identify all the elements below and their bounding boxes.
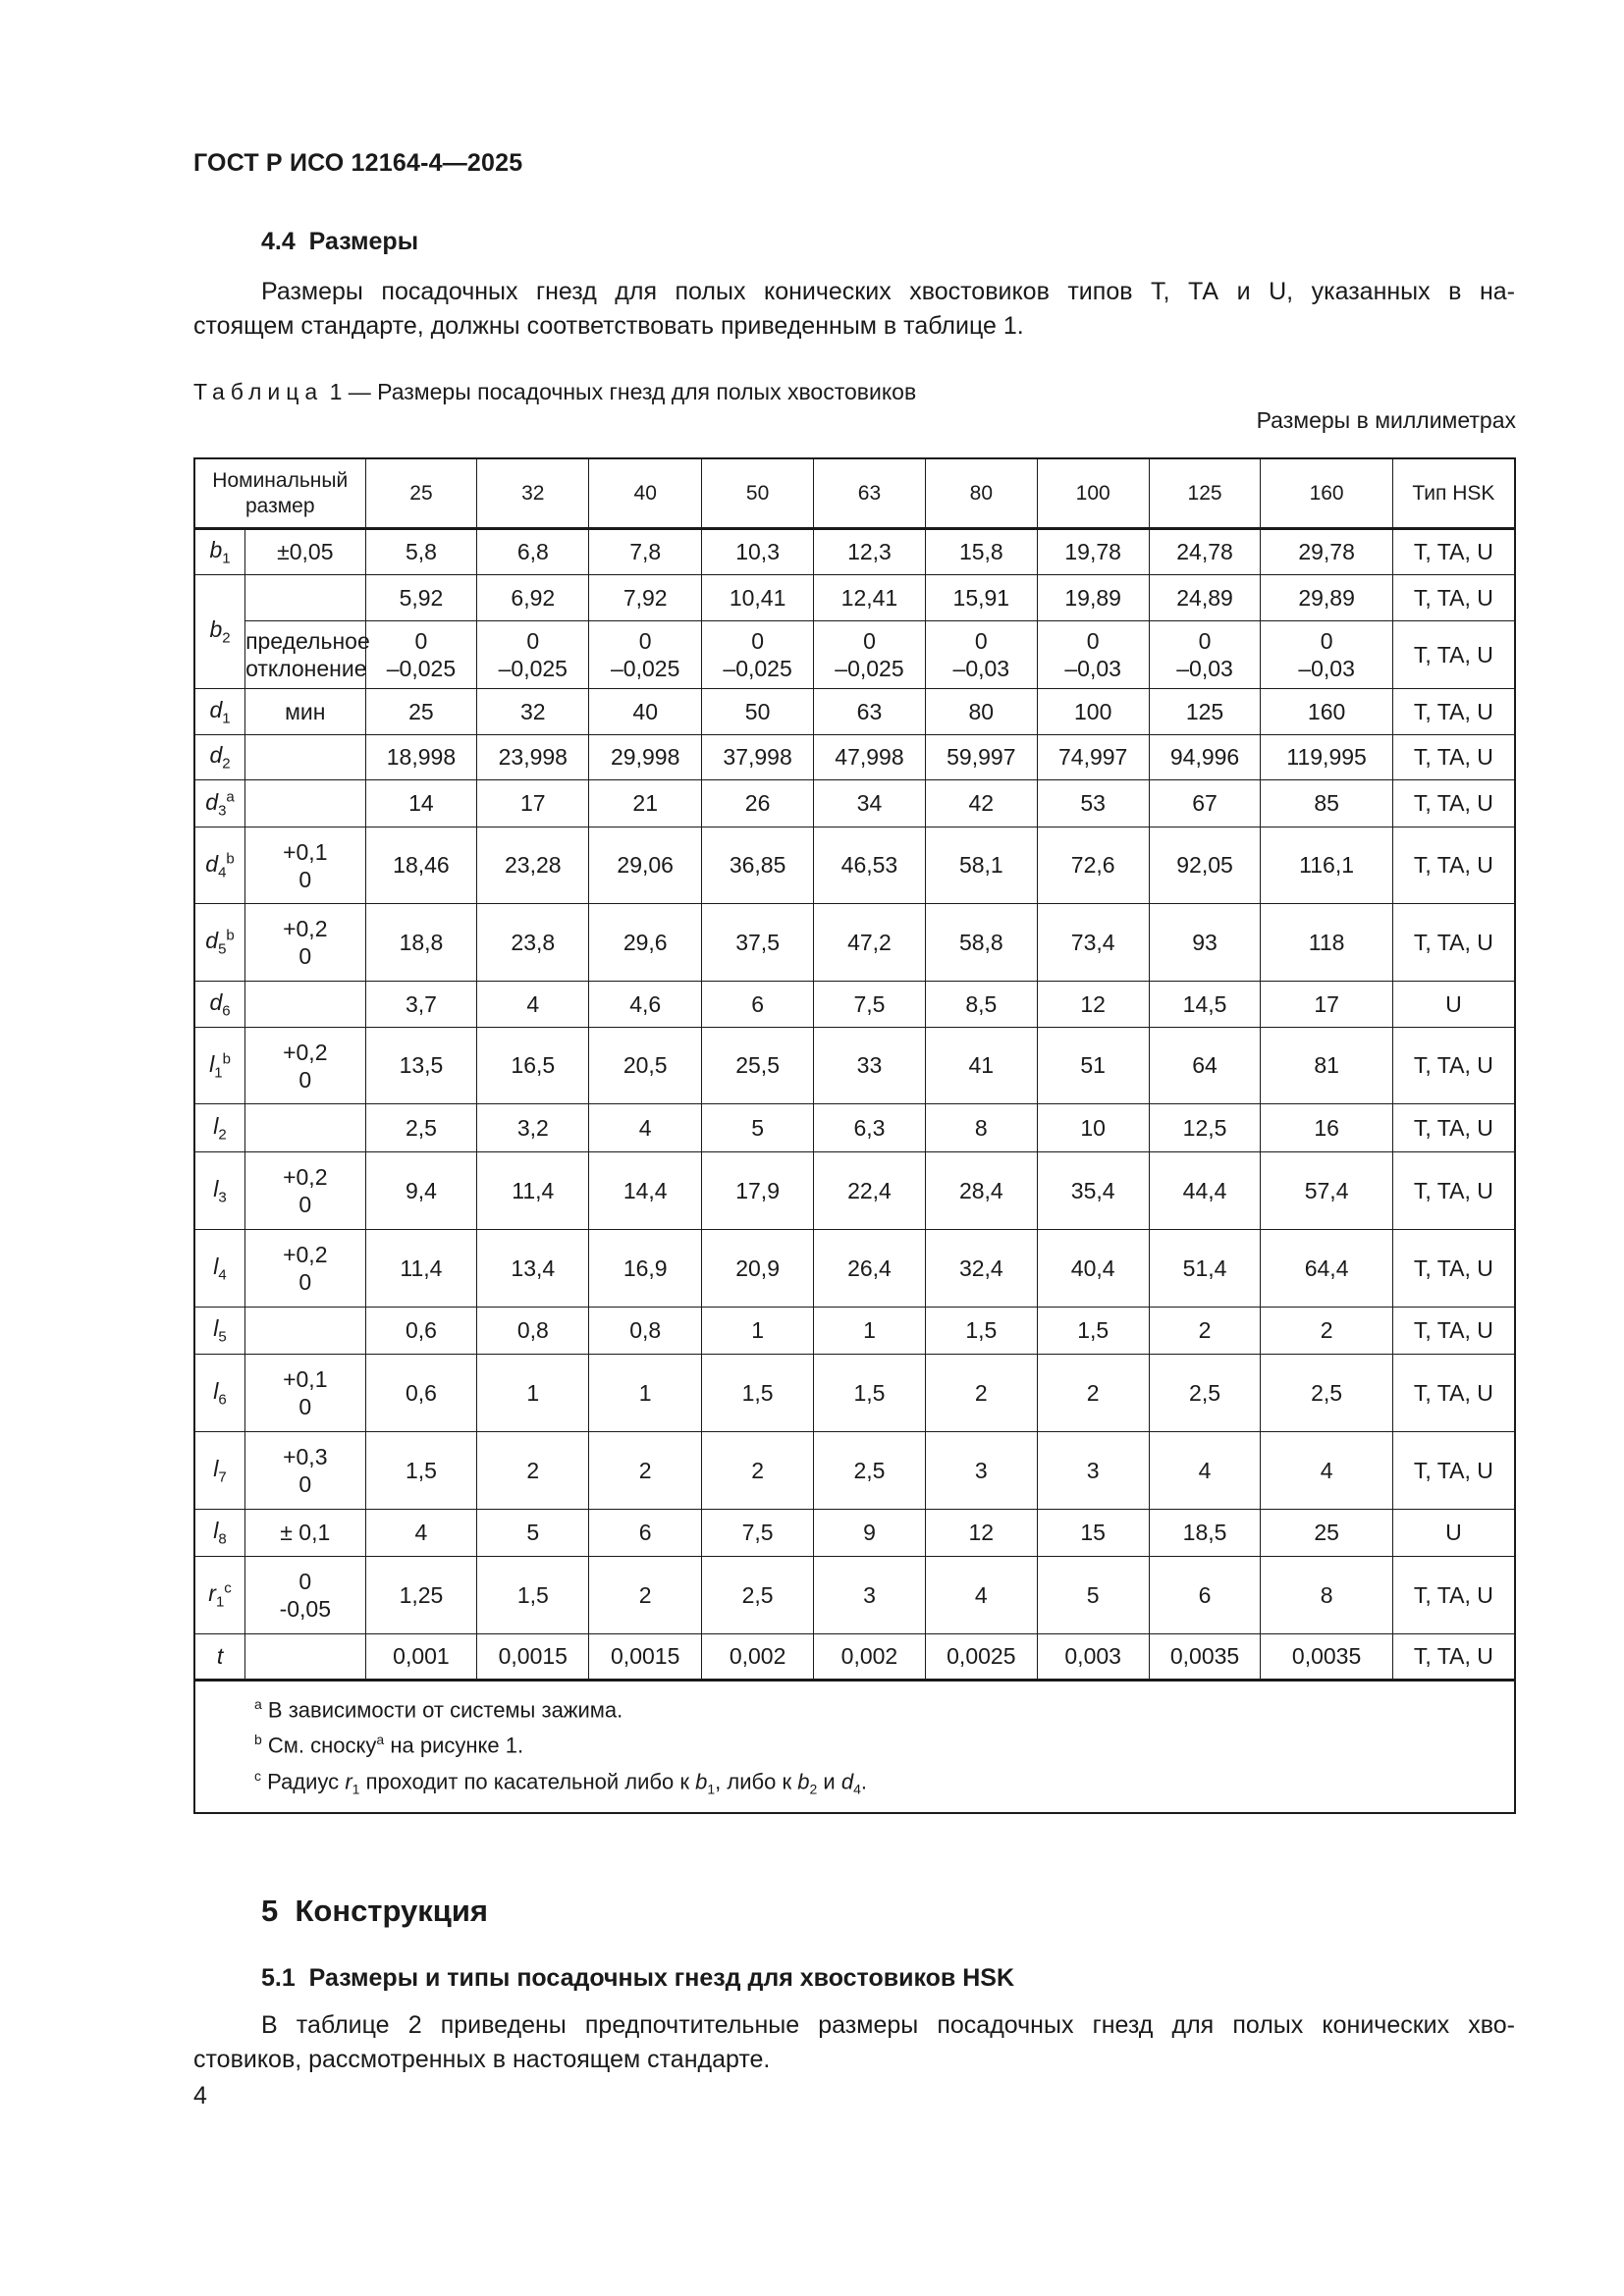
deviation-cell: 0 –0,03 (1037, 621, 1149, 689)
symbol-l7: $l_7$ (194, 1432, 245, 1510)
table-cell: 18,998 (365, 735, 477, 780)
symbol-l8: $l_8$ (194, 1510, 245, 1557)
table-cell: 4 (1149, 1432, 1261, 1510)
table-cell: 0,8 (589, 1308, 702, 1355)
table-cell: 12,5 (1149, 1104, 1261, 1152)
section-title: Размеры (308, 228, 419, 255)
table-cell: 12 (925, 1510, 1037, 1557)
table-cell: 25 (1261, 1510, 1392, 1557)
table-cell: 125 (1149, 689, 1261, 735)
dimensions-table (193, 457, 1516, 1814)
table-row (194, 735, 1515, 780)
deviation-cell: 0 –0,03 (1149, 621, 1261, 689)
table-cell: 19,78 (1037, 529, 1149, 575)
header-size: 80 (925, 458, 1037, 529)
table-cell: 11,4 (477, 1152, 589, 1230)
table-cell: 4 (589, 1104, 702, 1152)
table-cell: 24,89 (1149, 575, 1261, 621)
table-row (194, 529, 1515, 575)
table-cell: 16,5 (477, 1028, 589, 1104)
table-row (194, 780, 1515, 828)
table-cell: 59,997 (925, 735, 1037, 780)
table-cell: 0,6 (365, 1308, 477, 1355)
table-cell: 0,0035 (1261, 1634, 1392, 1681)
section-4-4-heading (261, 228, 418, 256)
table-cell: 29,78 (1261, 529, 1392, 575)
table-cell: 81 (1261, 1028, 1392, 1104)
table-cell: 160 (1261, 689, 1392, 735)
table-header-row (194, 458, 1515, 529)
table-cell: 25 (365, 689, 477, 735)
table-cell: 10 (1037, 1104, 1149, 1152)
tolerance-cell: ±0,05 (245, 529, 365, 575)
table-cell: 3 (814, 1557, 926, 1634)
table-cell: 6,92 (477, 575, 589, 621)
table-cell: 57,4 (1261, 1152, 1392, 1230)
header-size: 32 (477, 458, 589, 529)
header-type: Тип HSK (1392, 458, 1515, 529)
table-cell: 14,5 (1149, 982, 1261, 1028)
table-cell: 64 (1149, 1028, 1261, 1104)
table-cell: 6 (1149, 1557, 1261, 1634)
table-cell: 2 (589, 1432, 702, 1510)
table-cell: 8 (925, 1104, 1037, 1152)
table-row (194, 1355, 1515, 1432)
footnote-c: $^c$ Радиус $r_1$ проходит по касательной либо к $b_1$, либо к $b_2$ и $d_4$. (254, 1767, 867, 1797)
symbol-d2: $d_2$ (194, 735, 245, 780)
symbol-d3: $d_3^a$ (194, 780, 245, 828)
table-row (194, 621, 1515, 689)
table-cell: 4,6 (589, 982, 702, 1028)
paragraph-line: стовиков, рассмотренных в настоящем стандарте. (193, 2046, 771, 2073)
type-cell: T, TA, U (1392, 904, 1515, 982)
table-cell: 2 (1037, 1355, 1149, 1432)
table-cell: 29,06 (589, 828, 702, 904)
table-cell: 35,4 (1037, 1152, 1149, 1230)
symbol-b1: $b_1$ (194, 529, 245, 575)
table-cell: 16,9 (589, 1230, 702, 1308)
header-size: 25 (365, 458, 477, 529)
table-cell: 7,5 (702, 1510, 814, 1557)
table-cell: 18,8 (365, 904, 477, 982)
table-cell: 5 (477, 1510, 589, 1557)
table-caption (193, 379, 916, 405)
table-row (194, 1432, 1515, 1510)
table-cell: 50 (702, 689, 814, 735)
table-cell: 7,8 (589, 529, 702, 575)
table-row (194, 904, 1515, 982)
table-cell: 0,0035 (1149, 1634, 1261, 1681)
header-size: 100 (1037, 458, 1149, 529)
table-cell: 47,998 (814, 735, 926, 780)
table-cell: 26,4 (814, 1230, 926, 1308)
table-cell: 11,4 (365, 1230, 477, 1308)
type-cell: T, TA, U (1392, 1308, 1515, 1355)
table-cell: 53 (1037, 780, 1149, 828)
paragraph-5-1 (193, 2008, 1515, 2077)
symbol-l2: $l_2$ (194, 1104, 245, 1152)
symbol-l4: $l_4$ (194, 1230, 245, 1308)
deviation-cell: 0 –0,025 (589, 621, 702, 689)
table-cell: 7,92 (589, 575, 702, 621)
table-row (194, 1152, 1515, 1230)
deviation-label: предельное отклонение (245, 621, 365, 689)
table-cell: 17,9 (702, 1152, 814, 1230)
section-number: 4.4 (261, 228, 296, 255)
deviation-cell: 0 –0,03 (925, 621, 1037, 689)
type-cell: T, TA, U (1392, 1355, 1515, 1432)
section-title: Размеры и типы посадочных гнезд для хвостовиков HSK (308, 1964, 1015, 1992)
symbol-l5: $l_5$ (194, 1308, 245, 1355)
table-cell: 17 (1261, 982, 1392, 1028)
table-cell: 4 (1261, 1432, 1392, 1510)
table-cell: 6 (702, 982, 814, 1028)
table-cell: 2 (1261, 1308, 1392, 1355)
table-cell: 10,41 (702, 575, 814, 621)
table-notes-row (194, 1681, 1515, 1814)
table-cell: 17 (477, 780, 589, 828)
table-cell: 29,998 (589, 735, 702, 780)
table-cell: 12 (1037, 982, 1149, 1028)
tolerance-cell (245, 735, 365, 780)
table-cell: 14,4 (589, 1152, 702, 1230)
table-cell: 74,997 (1037, 735, 1149, 780)
table-cell: 58,1 (925, 828, 1037, 904)
table-cell: 25,5 (702, 1028, 814, 1104)
header-size: 63 (814, 458, 926, 529)
tolerance-cell: +0,2 0 (245, 1230, 365, 1308)
table-cell: 7,5 (814, 982, 926, 1028)
page-number: 4 (193, 2082, 207, 2109)
table-cell: 2,5 (1261, 1355, 1392, 1432)
table-cell: 18,5 (1149, 1510, 1261, 1557)
deviation-cell: 0 –0,025 (365, 621, 477, 689)
table-cell: 29,89 (1261, 575, 1392, 621)
symbol-d6: $d_6$ (194, 982, 245, 1028)
type-cell: U (1392, 1510, 1515, 1557)
table-row (194, 1230, 1515, 1308)
symbol-d1: $d_1$ (194, 689, 245, 735)
table-cell: 33 (814, 1028, 926, 1104)
table-row (194, 689, 1515, 735)
table-cell: 5,8 (365, 529, 477, 575)
type-cell: T, TA, U (1392, 780, 1515, 828)
table-cell: 5,92 (365, 575, 477, 621)
document-header: ГОСТ Р ИСО 12164-4—2025 (193, 149, 523, 177)
table-cell: 63 (814, 689, 926, 735)
table-cell: 2,5 (1149, 1355, 1261, 1432)
table-row (194, 1557, 1515, 1634)
table-cell: 32 (477, 689, 589, 735)
table-cell: 29,6 (589, 904, 702, 982)
table-cell: 1 (589, 1355, 702, 1432)
table-cell: 5 (702, 1104, 814, 1152)
type-cell: T, TA, U (1392, 1230, 1515, 1308)
section-number: 5 (261, 1894, 279, 1928)
section-5-heading (261, 1894, 488, 1929)
table-cell: 46,53 (814, 828, 926, 904)
deviation-cell: 0 –0,025 (814, 621, 926, 689)
table-cell: 0,6 (365, 1355, 477, 1432)
symbol-d4: $d_4^b$ (194, 828, 245, 904)
table-cell: 15,8 (925, 529, 1037, 575)
table-cell: 80 (925, 689, 1037, 735)
footnote-b: $^b$ См. сноску$^a$ на рисунке 1. (254, 1732, 524, 1758)
table-cell: 85 (1261, 780, 1392, 828)
table-cell: 9,4 (365, 1152, 477, 1230)
tolerance-cell: ± 0,1 (245, 1510, 365, 1557)
table-cell: 51 (1037, 1028, 1149, 1104)
table-notes (194, 1681, 1515, 1814)
deviation-cell: 0 –0,025 (702, 621, 814, 689)
table-cell: 21 (589, 780, 702, 828)
table-cell: 42 (925, 780, 1037, 828)
table-cell: 22,4 (814, 1152, 926, 1230)
type-cell: T, TA, U (1392, 575, 1515, 621)
table-cell: 40,4 (1037, 1230, 1149, 1308)
table-cell: 1,5 (1037, 1308, 1149, 1355)
table-row (194, 1634, 1515, 1681)
table-cell: 6,8 (477, 529, 589, 575)
table-cell: 64,4 (1261, 1230, 1392, 1308)
table-caption-label: Таблица (193, 379, 324, 404)
table-cell: 1 (702, 1308, 814, 1355)
section-title: Конструкция (295, 1894, 488, 1928)
type-cell: T, TA, U (1392, 1557, 1515, 1634)
type-cell: T, TA, U (1392, 1028, 1515, 1104)
table-units: Размеры в миллиметрах (1256, 407, 1516, 433)
table-row (194, 982, 1515, 1028)
table-cell: 20,9 (702, 1230, 814, 1308)
table-cell: 41 (925, 1028, 1037, 1104)
table-cell: 116,1 (1261, 828, 1392, 904)
table-cell: 2,5 (702, 1557, 814, 1634)
table-cell: 2,5 (814, 1432, 926, 1510)
table-cell: 2 (477, 1432, 589, 1510)
type-cell: T, TA, U (1392, 828, 1515, 904)
table-cell: 26 (702, 780, 814, 828)
table-cell: 12,3 (814, 529, 926, 575)
table-cell: 1,5 (365, 1432, 477, 1510)
table-cell: 37,5 (702, 904, 814, 982)
tolerance-cell (245, 982, 365, 1028)
type-cell: T, TA, U (1392, 689, 1515, 735)
table-cell: 15,91 (925, 575, 1037, 621)
table-cell: 10,3 (702, 529, 814, 575)
table-cell: 4 (477, 982, 589, 1028)
table-cell: 1,25 (365, 1557, 477, 1634)
table-row (194, 575, 1515, 621)
table-cell: 3,2 (477, 1104, 589, 1152)
symbol-l3: $l_3$ (194, 1152, 245, 1230)
table-cell: 12,41 (814, 575, 926, 621)
table-cell: 0,0025 (925, 1634, 1037, 1681)
table-cell: 4 (365, 1510, 477, 1557)
header-nominal-size: Номинальный размер (194, 458, 365, 529)
table-cell: 72,6 (1037, 828, 1149, 904)
table-cell: 92,05 (1149, 828, 1261, 904)
table-row (194, 1510, 1515, 1557)
header-size: 160 (1261, 458, 1392, 529)
tolerance-cell: +0,3 0 (245, 1432, 365, 1510)
table-cell: 20,5 (589, 1028, 702, 1104)
type-cell: T, TA, U (1392, 1634, 1515, 1681)
table-row (194, 1104, 1515, 1152)
tolerance-cell: +0,2 0 (245, 1152, 365, 1230)
tolerance-cell: +0,2 0 (245, 1028, 365, 1104)
section-number: 5.1 (261, 1964, 296, 1992)
table-cell: 24,78 (1149, 529, 1261, 575)
paragraph-line: Размеры посадочных гнезд для полых конических хвостовиков типов Т, ТА и U, указанных в на- (261, 278, 1515, 305)
table-cell: 73,4 (1037, 904, 1149, 982)
tolerance-cell (245, 575, 365, 621)
table-cell: 18,46 (365, 828, 477, 904)
table-cell: 14 (365, 780, 477, 828)
tolerance-cell (245, 780, 365, 828)
symbol-l1: $l_1^b$ (194, 1028, 245, 1104)
table-cell: 19,89 (1037, 575, 1149, 621)
table-cell: 0,002 (814, 1634, 926, 1681)
deviation-cell: 0 –0,03 (1261, 621, 1392, 689)
table-cell: 3 (925, 1432, 1037, 1510)
tolerance-cell: +0,2 0 (245, 904, 365, 982)
table-cell: 4 (925, 1557, 1037, 1634)
tolerance-cell: мин (245, 689, 365, 735)
table-row (194, 1308, 1515, 1355)
table-cell: 37,998 (702, 735, 814, 780)
table-cell: 0,0015 (477, 1634, 589, 1681)
table-cell: 44,4 (1149, 1152, 1261, 1230)
table-cell: 13,4 (477, 1230, 589, 1308)
table-cell: 58,8 (925, 904, 1037, 982)
section-5-1-heading (261, 1964, 1014, 1993)
table-cell: 8,5 (925, 982, 1037, 1028)
table-cell: 3,7 (365, 982, 477, 1028)
tolerance-cell (245, 1308, 365, 1355)
table-cell: 23,998 (477, 735, 589, 780)
tolerance-cell: +0,1 0 (245, 828, 365, 904)
table-cell: 9 (814, 1510, 926, 1557)
deviation-cell: 0 –0,025 (477, 621, 589, 689)
table-row (194, 1028, 1515, 1104)
table-cell: 1,5 (477, 1557, 589, 1634)
paragraph-line: стоящем стандарте, должны соответствовать приведенным в таблице 1. (193, 312, 1024, 340)
table-cell: 2 (589, 1557, 702, 1634)
table-cell: 0,003 (1037, 1634, 1149, 1681)
table-row (194, 828, 1515, 904)
table-cell: 94,996 (1149, 735, 1261, 780)
table-cell: 0,002 (702, 1634, 814, 1681)
table-cell: 51,4 (1149, 1230, 1261, 1308)
type-cell: T, TA, U (1392, 1104, 1515, 1152)
table-cell: 1,5 (702, 1355, 814, 1432)
header-size: 125 (1149, 458, 1261, 529)
type-cell: T, TA, U (1392, 621, 1515, 689)
table-cell: 23,28 (477, 828, 589, 904)
table-cell: 6 (589, 1510, 702, 1557)
type-cell: T, TA, U (1392, 1432, 1515, 1510)
symbol-b2: $b_2$ (194, 575, 245, 689)
symbol-r1: $r_1^c$ (194, 1557, 245, 1634)
table-cell: 2 (925, 1355, 1037, 1432)
table-cell: 15 (1037, 1510, 1149, 1557)
table-cell: 32,4 (925, 1230, 1037, 1308)
table-cell: 6,3 (814, 1104, 926, 1152)
table-cell: 1,5 (925, 1308, 1037, 1355)
tolerance-cell: +0,1 0 (245, 1355, 365, 1432)
type-cell: T, TA, U (1392, 529, 1515, 575)
table-cell: 13,5 (365, 1028, 477, 1104)
table-cell: 67 (1149, 780, 1261, 828)
symbol-d5: $d_5^b$ (194, 904, 245, 982)
table-cell: 8 (1261, 1557, 1392, 1634)
table-caption-text: 1 — Размеры посадочных гнезд для полых хвостовиков (329, 379, 917, 404)
table-cell: 28,4 (925, 1152, 1037, 1230)
type-cell: U (1392, 982, 1515, 1028)
type-cell: T, TA, U (1392, 1152, 1515, 1230)
tolerance-cell: 0 -0,05 (245, 1557, 365, 1634)
paragraph-line: В таблице 2 приведены предпочтительные размеры посадочных гнезд для полых конических хво- (261, 2011, 1515, 2039)
header-size: 50 (702, 458, 814, 529)
type-cell: T, TA, U (1392, 735, 1515, 780)
table-cell: 40 (589, 689, 702, 735)
table-cell: 1 (814, 1308, 926, 1355)
table-cell: 118 (1261, 904, 1392, 982)
header-size: 40 (589, 458, 702, 529)
paragraph-4-4 (193, 275, 1515, 344)
table-cell: 2 (702, 1432, 814, 1510)
symbol-t: t (194, 1634, 245, 1681)
table-cell: 23,8 (477, 904, 589, 982)
table-cell: 119,995 (1261, 735, 1392, 780)
table-cell: 1 (477, 1355, 589, 1432)
table-cell: 34 (814, 780, 926, 828)
tolerance-cell (245, 1104, 365, 1152)
table-cell: 2 (1149, 1308, 1261, 1355)
table-cell: 2,5 (365, 1104, 477, 1152)
table-cell: 1,5 (814, 1355, 926, 1432)
table-cell: 36,85 (702, 828, 814, 904)
footnote-a: $^a$ В зависимости от системы зажима. (254, 1696, 623, 1723)
table-cell: 47,2 (814, 904, 926, 982)
table-cell: 93 (1149, 904, 1261, 982)
tolerance-cell (245, 1634, 365, 1681)
table-cell: 16 (1261, 1104, 1392, 1152)
table-cell: 100 (1037, 689, 1149, 735)
table-cell: 0,8 (477, 1308, 589, 1355)
table-cell: 0,001 (365, 1634, 477, 1681)
symbol-l6: $l_6$ (194, 1355, 245, 1432)
table-cell: 5 (1037, 1557, 1149, 1634)
table-cell: 0,0015 (589, 1634, 702, 1681)
table-cell: 3 (1037, 1432, 1149, 1510)
